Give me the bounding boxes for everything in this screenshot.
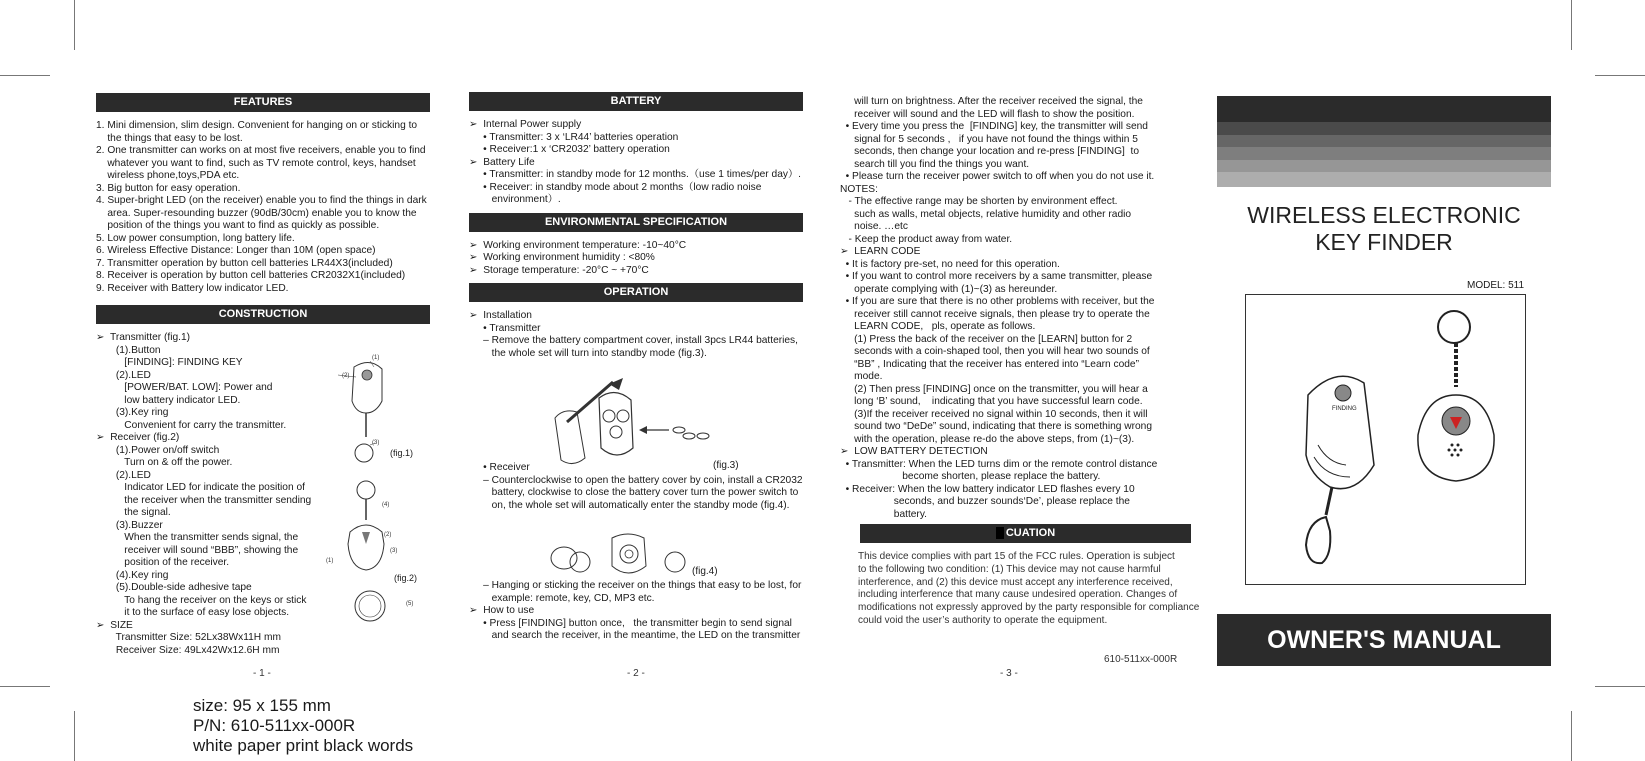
text-line: 6. Wireless Effective Distance: Longer than 10M (open space) bbox=[96, 245, 376, 256]
text-line: • Transmitter: 3 x ‘LR44’ batteries operation bbox=[469, 131, 679, 143]
text-line: sound two “DeDe” sound, indicating that there is something wrong bbox=[840, 421, 1153, 432]
text-line: Indicator LED for indicate the position of bbox=[96, 482, 305, 493]
text-line: noise. …etc bbox=[840, 221, 908, 232]
text-line: ➢ How to use bbox=[469, 605, 535, 616]
text-line: - The effective range may be shorten by environment effect. bbox=[840, 196, 1118, 207]
text-line: 2. One transmitter can works on at most five receivers, enable you to find bbox=[96, 145, 426, 156]
cover-gradient-band bbox=[1217, 96, 1551, 188]
text-line: – Remove the battery compartment cover, install 3pcs LR44 batteries, bbox=[469, 335, 798, 346]
text-line: ➢ LOW BATTERY DETECTION bbox=[840, 446, 988, 457]
text-line: ➢ Battery Life bbox=[469, 156, 535, 168]
text-line: (1).Button bbox=[96, 344, 161, 356]
text-line: with the operation, please re-do the above steps, from (1)~(3). bbox=[840, 433, 1135, 445]
text-line: search till you find the things you want. bbox=[840, 158, 1030, 170]
print-note bbox=[193, 696, 413, 756]
crop-mark bbox=[1595, 75, 1645, 76]
text-line: the receiver when the transmitter sending bbox=[96, 494, 312, 506]
text-line: LEARN CODE, pls, operate as follows. bbox=[840, 321, 1036, 332]
text-line: operate complying with (1)~(3) as hereunder. bbox=[840, 283, 1058, 295]
operation-receiver-list bbox=[469, 462, 803, 512]
page-number: - 1 - bbox=[253, 668, 271, 679]
text-line: 3. Big button for easy operation. bbox=[96, 182, 241, 194]
environment-header: ENVIRONMENTAL SPECIFICATION bbox=[469, 213, 803, 232]
text-line: become shorten, please replace the battery. bbox=[840, 471, 1101, 482]
text-line: • Receiver: in standby mode about 2 months（low radio noise bbox=[469, 181, 762, 193]
note-line: P/N: 610-511xx-000R bbox=[193, 716, 356, 735]
stripe bbox=[1217, 96, 1551, 122]
text-line: such as walls, metal objects, relative humidity and other radio bbox=[840, 208, 1132, 220]
text-line: mode. bbox=[840, 371, 883, 382]
text-line: • Receiver:1 x ‘CR2032’ battery operation bbox=[469, 144, 670, 155]
text-line: ➢ SIZE bbox=[96, 619, 133, 631]
text-line: ➢ Installation bbox=[469, 310, 532, 321]
text-line: (2).LED bbox=[96, 369, 151, 381]
stripe bbox=[1217, 135, 1551, 148]
text-line: receiver will sound and the LED will flash to show the position. bbox=[840, 108, 1135, 120]
title-line-2: KEY FINDER bbox=[1315, 229, 1453, 255]
text-line: wireless phone,toys,PDA etc. bbox=[96, 170, 240, 181]
text-line: • Please turn the receiver power switch to off when you do not use it. bbox=[840, 171, 1155, 182]
battery-install-figure bbox=[553, 378, 713, 468]
text-line: (1) Press the back of the receiver on the [LEARN] button for 2 bbox=[840, 333, 1133, 345]
text-line: (2).LED bbox=[96, 469, 151, 481]
text-line: position of the receiver. bbox=[96, 557, 230, 568]
text-line: and search the receiver, in the meantime, the LED on the transmitter bbox=[469, 630, 801, 641]
text-line: (3).Buzzer bbox=[96, 519, 163, 531]
text-line: - Keep the product away from water. bbox=[840, 233, 1013, 245]
page3-column bbox=[840, 96, 1180, 521]
text-line: seconds with a coin-shaped tool, then you will hear two sounds of bbox=[840, 346, 1150, 357]
note-line: white paper print black words bbox=[193, 736, 414, 755]
product-picture bbox=[1245, 294, 1526, 585]
text-line: environment）. bbox=[469, 194, 561, 205]
text-line: seconds, and buzzer sounds‘De’, please replace the bbox=[840, 496, 1130, 507]
owners-manual-banner: OWNER'S MANUAL bbox=[1217, 614, 1551, 666]
text-line: Receiver Size: 49Lx42Wx12.6H mm bbox=[96, 644, 280, 656]
text-line: (2) Then press [FINDING] once on the transmitter, you will hear a bbox=[840, 383, 1148, 395]
text-line: • Receiver: When the low battery indicator LED flashes every 10 bbox=[840, 483, 1135, 495]
battery-header: BATTERY bbox=[469, 92, 803, 111]
text-line: could void the user’s authority to operate the equipment. bbox=[858, 614, 1108, 626]
text-line: ➢ Working environment temperature: -10~40°C bbox=[469, 239, 687, 251]
caution-mark bbox=[996, 527, 1004, 539]
text-line: receiver will sound “BBB”, showing the bbox=[96, 544, 299, 556]
text-line: 4. Super-bright LED (on the receiver) enable you to find the things in dark bbox=[96, 195, 427, 206]
text-line: battery. bbox=[840, 508, 927, 520]
crop-mark bbox=[1595, 686, 1645, 687]
text-line: [POWER/BAT. LOW]: Power and bbox=[96, 382, 273, 393]
text-line: low battery indicator LED. bbox=[96, 394, 241, 406]
page-number: - 2 - bbox=[627, 668, 645, 679]
fig3-label: (fig.3) bbox=[713, 460, 739, 471]
text-line: • It is factory pre-set, no need for this operation. bbox=[840, 258, 1060, 270]
text-line: the whole set will turn into standby mode (fig.3). bbox=[469, 347, 707, 359]
crop-mark bbox=[74, 711, 75, 761]
model-number: MODEL: 511 bbox=[1467, 280, 1525, 291]
crop-mark bbox=[1571, 711, 1572, 761]
text-line: on, the whole set will automatically enter the standby mode (fig.4). bbox=[469, 499, 790, 511]
receiver-battery-figure bbox=[550, 530, 690, 580]
text-line: ➢ Transmitter (fig.1) bbox=[96, 332, 191, 343]
text-line: ➢ Working environment humidity : <80% bbox=[469, 252, 655, 263]
text-line: will turn on brightness. After the receiver received the signal, the bbox=[840, 96, 1143, 107]
text-line: (4).Key ring bbox=[96, 569, 169, 581]
features-header: FEATURES bbox=[96, 93, 430, 112]
page-number: - 3 - bbox=[1000, 668, 1018, 679]
operation-install-list bbox=[469, 310, 803, 360]
text-line: 8. Receiver is operation by button cell batteries CR2032X1(included) bbox=[96, 270, 406, 281]
text-line: • Receiver bbox=[469, 462, 530, 473]
text-line: To hang the receiver on the keys or stick bbox=[96, 594, 307, 606]
text-line: Turn on & off the power. bbox=[96, 457, 233, 468]
cover-title bbox=[1217, 202, 1551, 256]
text-line: the signal. bbox=[96, 507, 171, 518]
text-line: area. Super-resounding buzzer (90dB/30cm) enable you to know the bbox=[96, 207, 417, 219]
title-line-1: WIRELESS ELECTRONIC bbox=[1247, 202, 1521, 228]
caution-title: CUATION bbox=[1005, 527, 1056, 539]
callout-3: (3) bbox=[372, 440, 380, 446]
text-line: 5. Low power consumption, long battery life. bbox=[96, 232, 295, 244]
text-line: (1).Power on/off switch bbox=[96, 444, 220, 456]
text-line: • Transmitter: When the LED turns dim or the remote control distance bbox=[840, 458, 1158, 470]
document-code: 610-511xx-000R bbox=[1104, 654, 1178, 665]
stripe bbox=[1217, 147, 1551, 160]
text-line: Transmitter Size: 52Lx38Wx11H mm bbox=[96, 632, 281, 643]
text-line: • Transmitter bbox=[469, 322, 541, 334]
text-line: – Counterclockwise to open the battery cover by coin, install a CR2032 bbox=[469, 474, 803, 486]
text-line: When the transmitter sends signal, the bbox=[96, 532, 299, 543]
stripe bbox=[1217, 160, 1551, 173]
callout-2: (2) bbox=[342, 373, 350, 379]
text-line: modifications not expressly approved by the party responsible for compliance bbox=[858, 602, 1200, 614]
text-line: • If you want to control more receivers by a same transmitter, please bbox=[840, 271, 1153, 282]
text-line: ➢ Receiver (fig.2) bbox=[96, 432, 180, 443]
crop-mark bbox=[0, 75, 50, 76]
text-line: long ‘B’ sound, indicating that you have successful learn code. bbox=[840, 396, 1143, 407]
text-line: ➢ Storage temperature: -20°C ~ +70°C bbox=[469, 264, 649, 276]
text-line: 9. Receiver with Battery low indicator LED. bbox=[96, 282, 289, 294]
stripe bbox=[1217, 172, 1551, 187]
fig4-label: (fig.4) bbox=[692, 566, 718, 577]
text-line: (3)If the receiver received no signal within 10 seconds, then it will bbox=[840, 408, 1148, 420]
text-line: 7. Transmitter operation by button cell batteries LR44X3(included) bbox=[96, 257, 393, 269]
text-line: – Hanging or sticking the receiver on the things that easy to be lost, for bbox=[469, 580, 802, 591]
features-list bbox=[96, 120, 430, 295]
construction-header: CONSTRUCTION bbox=[96, 305, 430, 324]
text-line: the things that easy to be lost. bbox=[96, 132, 243, 144]
callout-5: (5) bbox=[406, 601, 414, 607]
crop-mark bbox=[74, 0, 75, 50]
text-line: to the following two condition: (1) This device may not cause harmful bbox=[858, 563, 1161, 575]
callout-4: (4) bbox=[382, 502, 390, 508]
text-line: [FINDING]: FINDING KEY bbox=[96, 357, 243, 368]
text-line: position of the things you want to find as quickly as possible. bbox=[96, 220, 380, 231]
fig2-label: (fig.2) bbox=[394, 573, 418, 583]
product-illustration bbox=[1246, 295, 1525, 584]
text-line: receiver still cannot receive signals, then please try to operate the bbox=[840, 308, 1150, 320]
operation-header: OPERATION bbox=[469, 283, 803, 302]
usage-notes-list bbox=[840, 96, 1180, 521]
text-line: ➢ Internal Power supply bbox=[469, 119, 582, 130]
text-line: “BB” , Indicating that the receiver has entered into “Learn code” bbox=[840, 358, 1139, 370]
callout-3: (3) bbox=[390, 548, 398, 554]
text-line: • Transmitter: in standby mode for 12 months.（use 1 times/per day）. bbox=[469, 169, 801, 180]
text-line: This device complies with part 15 of the FCC rules. Operation is subject bbox=[858, 551, 1175, 562]
text-line: (5).Double-side adhesive tape bbox=[96, 582, 252, 593]
operation-usage-list bbox=[469, 580, 803, 643]
text-line: including interference that many cause undesired operation. Changes of bbox=[858, 589, 1178, 601]
text-line: Convenient for carry the transmitter. bbox=[96, 419, 287, 431]
crop-mark bbox=[0, 686, 50, 687]
text-line: seconds, then change your location and re-press [FINDING] to bbox=[840, 146, 1139, 157]
stripe bbox=[1217, 122, 1551, 135]
callout-1: (1) bbox=[372, 355, 380, 361]
text-line: it to the surface of easy lose objects. bbox=[96, 607, 290, 618]
text-line: NOTES: bbox=[840, 183, 878, 195]
text-line: ➢ LEARN CODE bbox=[840, 246, 921, 257]
text-line: interference, and (2) this device must accept any interference received, bbox=[858, 576, 1173, 588]
finding-label: FINDING bbox=[1332, 406, 1357, 412]
text-line: • Press [FINDING] button once, the transmitter begin to send signal bbox=[469, 617, 792, 629]
caution-header bbox=[860, 524, 1191, 543]
text-line: 1. Mini dimension, slim design. Convenient for hanging on or sticking to bbox=[96, 120, 418, 131]
text-line: • Every time you press the [FINDING] key, the transmitter will send bbox=[840, 121, 1148, 132]
note-line: size: 95 x 155 mm bbox=[193, 696, 331, 715]
battery-list bbox=[469, 119, 803, 207]
environment-list bbox=[469, 240, 803, 278]
callout-2: (2) bbox=[384, 532, 392, 538]
callout-1: (1) bbox=[326, 558, 334, 564]
text-line: • If you are sure that there is no other problems with receiver, but the bbox=[840, 296, 1155, 307]
fig1-label: (fig.1) bbox=[390, 448, 414, 458]
fcc-statement bbox=[858, 551, 1198, 628]
text-line: battery, clockwise to close the battery cover turn the power switch to bbox=[469, 487, 799, 498]
text-line: signal for 5 seconds , if you have not found the things within 5 bbox=[840, 133, 1138, 145]
crop-mark bbox=[1571, 0, 1572, 50]
text-line: whatever you want to find, such as TV remote control, keys, handset bbox=[96, 157, 416, 169]
text-line: (3).Key ring bbox=[96, 407, 169, 418]
text-line: example: remote, key, CD, MP3 etc. bbox=[469, 592, 655, 604]
